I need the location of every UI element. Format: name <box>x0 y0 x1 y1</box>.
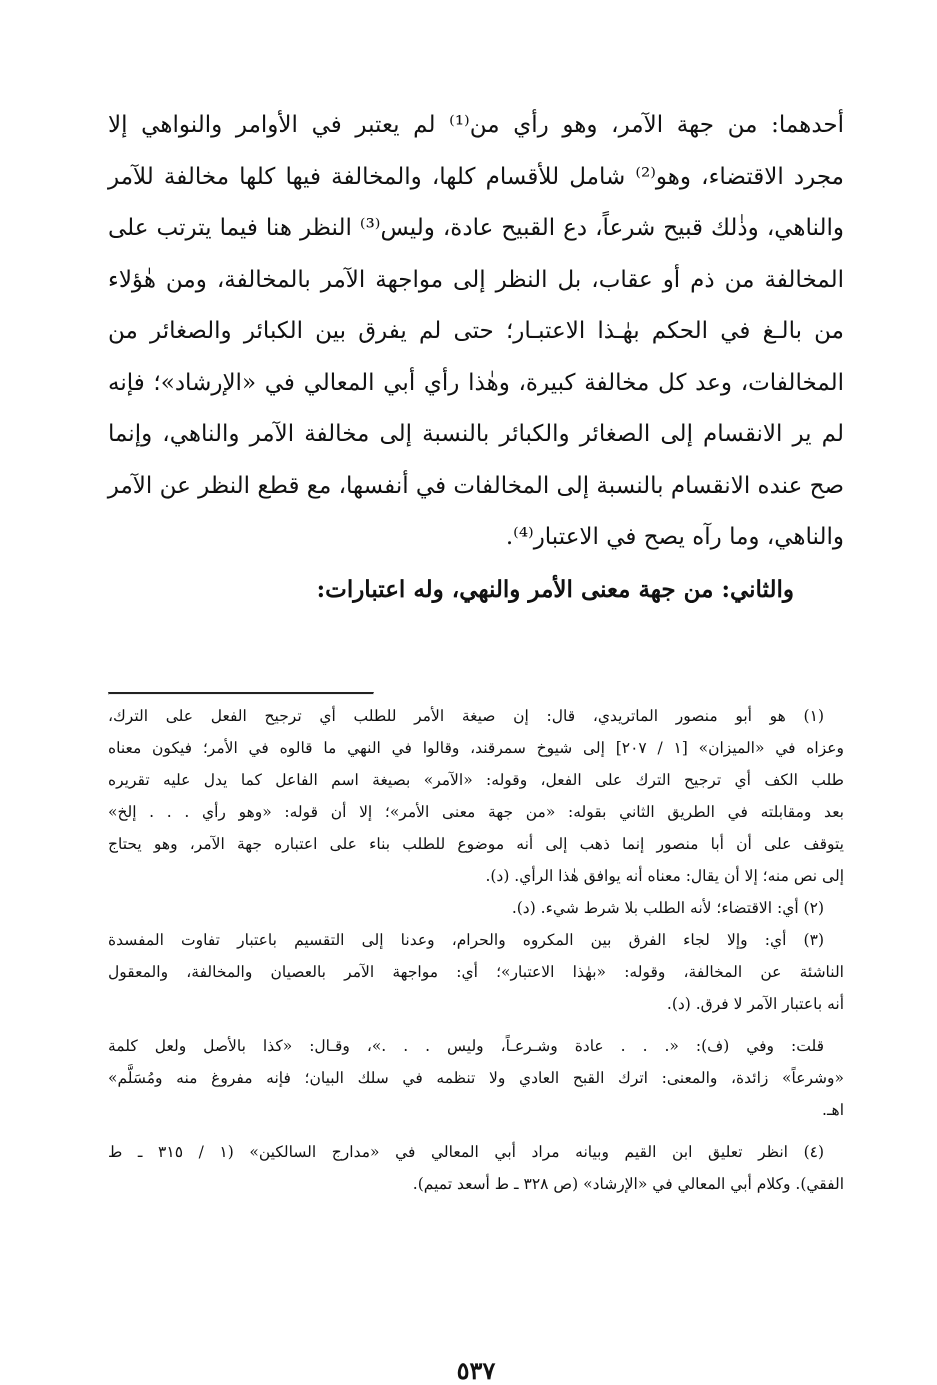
main-text <box>108 100 844 615</box>
spacer <box>108 1126 844 1136</box>
footnote-line: يتوقف على أن أبا منصور إنما ذهب إلى أنه موضوع للطلب بناء على اعتباره جهة الآمر، وهو يحتاج <box>108 835 844 853</box>
page-number: ٥٣٧ <box>456 1356 496 1385</box>
main-line: المخالفات، وعد كل مخالفة كبيرة، وهٰذا رأي أبي المعالي في «الإرشاد»؛ فإنه <box>108 369 844 396</box>
footnote-line: إلى نص منه؛ إلا أن يقال: معناه أنه يوافق هٰذا الرأي. (د). <box>485 867 844 885</box>
footnote-line: (١) هو أبو منصور الماتريدي، قال: إن صيغة الأمر للطلب أي ترجيح الفعل على الترك، <box>108 707 824 725</box>
footnote-line: بعد ومقابلته في الطريق الثاني بقوله: «من جهة معنى الأمر»؛ إلا أن قوله: «وهو رأي . . . إلخ» <box>108 803 844 821</box>
editor-note <box>108 1030 844 1126</box>
footnote-line: «وشرعاً» زائدة، والمعنى: اترك القبح العادي ولا تنظمه في سلك البيان؛ فإنه مفروغ منه ومُسَلَّم» <box>108 1069 844 1087</box>
main-line: صح عنده الانقسام بالنسبة إلى المخالفات في أنفسها، مع قطع النظر عن الآمر <box>107 472 844 499</box>
footnote-line: اهـ. <box>822 1101 844 1119</box>
footnote-line: (٤) انظر تعليق ابن القيم وبيانه مراد أبي المعالي في «مدارج السالكين» (١ / ٣١٥ ـ ط <box>108 1143 825 1161</box>
section-heading: والثاني: من جهة معنى الأمر والنهي، وله اعتبارات: <box>316 575 794 603</box>
main-line: مجرد الاقتضاء، وهو⁽²⁾ شامل للأقسام كلها، والمخالفة فيها كلها مخالفة للآمر <box>108 163 845 190</box>
footnote-divider <box>108 692 374 695</box>
main-line: والناهي، وما رآه يصح في الاعتبار⁽⁴⁾. <box>505 524 844 550</box>
book-page <box>107 100 845 1385</box>
footnote-1 <box>108 700 844 892</box>
footnote-line: (٣) أي: وإلا لجاء الفرق بين المكروه والحرام، وعدنا إلى التقسيم باعتبار تفاوت المفسدة <box>108 931 824 949</box>
footnote-line: الناشئة عن المخالفة، وقوله: «بهٰذا الاعتبار»؛ أي: مواجهة الآمر بالعصيان والمخالفة، والمعقول <box>108 963 844 981</box>
footnote-line: طلب الكف أي ترجيح الترك على الفعل، وقوله: «الآمر» بصيغة اسم الفاعل كما يدل عليه تقريره <box>108 771 844 789</box>
main-line: أحدهما: من جهة الآمر، وهو رأي من⁽¹⁾ لم يعتبر في الأوامر والنواهي إلا <box>108 112 844 138</box>
main-line: من بالـغ في الحكم بهٰـذا الاعتبـار؛ حتى لم يفرق بين الكبائر والصغائر من <box>108 318 844 344</box>
footnote-line: قلت: وفي (ف): «. . . عادة وشـرعـاً، وليس . . .»، وقـال: «كذا بالأصل ولعل كلمة <box>108 1037 824 1055</box>
spacer <box>108 1020 844 1030</box>
main-line: والناهي، وذٰلك قبيح شرعاً، دع القبيح عادة، وليس⁽³⁾ النظر هنا فيما يترتب على <box>108 215 844 241</box>
footnotes <box>108 700 844 1200</box>
footnote-4 <box>108 1136 844 1200</box>
footnote-line: أنه باعتبار الآمر لا فرق. (د). <box>666 995 844 1013</box>
footnote-3 <box>108 924 844 1020</box>
main-line: لم ير الانقسام إلى الصغائر والكبائر بالنسبة إلى مخالفة الآمر والناهي، وإنما <box>108 421 844 447</box>
footnote-line: (٢) أي: الاقتضاء؛ لأنه الطلب بلا شرط شيء. (د). <box>511 899 824 917</box>
footnote-line: الفقي). وكلام أبي المعالي في «الإرشاد» (ص ٣٢٨ ـ ط أسعد تميم). <box>412 1175 844 1193</box>
main-line: المخالفة من ذم أو عقاب، بل النظر إلى مواجهة الآمر بالمخالفة، ومن هٰؤلاء <box>108 266 844 293</box>
footnote-2 <box>108 892 844 924</box>
footnote-line: وعزاه في «الميزان» [١ / ٢٠٧] إلى شيوخ سمرقند، وقالوا في النهي ما قالوه في الأمر؛ فيكون معناه <box>108 739 845 757</box>
